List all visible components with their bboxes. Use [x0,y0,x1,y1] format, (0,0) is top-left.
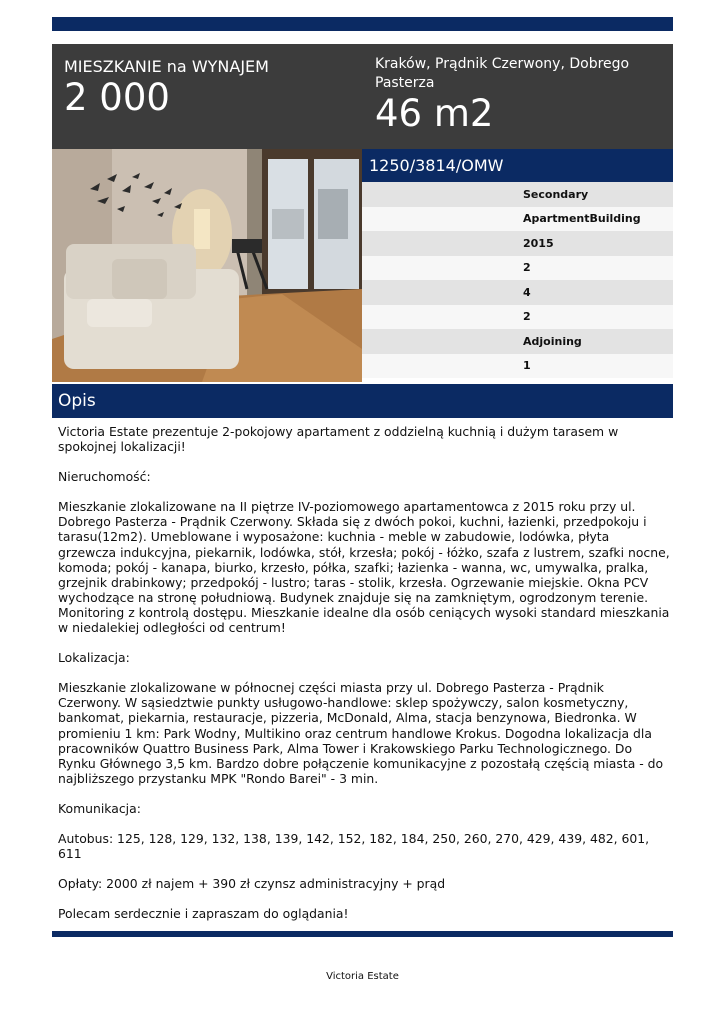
listing-header [52,44,673,149]
detail-value: 4 [523,285,531,299]
detail-value: Adjoining [523,334,582,348]
description-paragraph: Polecam serdecznie i zapraszam do oglądania! [58,906,349,922]
reference-number: 1250/3814/OMW [369,156,504,175]
detail-row [362,231,673,256]
detail-row [362,354,673,379]
location: Kraków, Prądnik Czerwony, Dobrego Pasterza [375,56,630,91]
footer-agency: Victoria Estate [326,971,399,982]
apartment-photo [52,149,362,382]
detail-row [362,329,673,354]
detail-value: 2 [523,310,531,324]
detail-row [362,182,673,207]
detail-row [362,305,673,330]
price: 2 000 [64,76,170,119]
detail-value: ApartmentBuilding [523,212,641,226]
description-paragraph: Victoria Estate prezentuje 2-pokojowy apartament z oddzielną kuchnią i dużym tarasem w spokojnej lokalizacji! [58,424,619,455]
detail-row [362,256,673,281]
description-paragraph: Lokalizacja: [58,650,130,666]
area: 46 m2 [375,92,494,135]
detail-value: 2 [523,261,531,275]
description-body [58,424,670,921]
detail-value: 1 [523,359,531,373]
detail-row [362,280,673,305]
description-paragraph: Autobus: 125, 128, 129, 132, 138, 139, 142, 152, 182, 184, 250, 260, 270, 429, 439, 482, 601, 611 [58,830,650,862]
description-paragraph: Komunikacja: [58,800,141,816]
description-paragraph: Mieszkanie zlokalizowane na II piętrze IV-poziomowego apartamentowca z 2015 roku przy ul. Dobrego Pasterza - Prądnik Czerwony. Składa się z dwóch pokoi, kuchni, łazienki, przedpokoju i tarasu(12m2). Umeblowane i wyposażone: kuchnia - meble w zabudowie, lodówka, płyta grzewcza indukcyjna, piekarnik, lodówka, stół, krzesła; pokój - łóżko, szafa z lustrem, szafki nocne, komoda; pokój - kanapa, biurko, krzesło, półka, szafki; łazienka - wanna, wc, umywalka, pralka, grzejnik drabinkowy; przedpokój - lustro; taras - stolik, krzesła. Ogrzewanie miejskie. Okna PCV wychodzące na stronę południową. Budynek znajduje się na zamkniętym, ogrodzonym terenie. Monitoring z kontrolą dostępu. Mieszkanie idealne dla osób ceniących wysoki standard mieszkania w niedalekiej odległości od centrum! [58,499,670,636]
detail-row [362,207,673,232]
detail-value: Secondary [523,187,589,201]
details-table [362,182,673,378]
reference-number-bar [362,149,673,182]
offer-type: MIESZKANIE na WYNAJEM [64,57,269,76]
detail-value: 2015 [523,236,554,250]
top-accent-bar [52,17,673,31]
description-paragraph: Nieruchomość: [58,469,151,485]
bottom-accent-bar [52,931,673,937]
description-paragraph: Opłaty: 2000 zł najem + 390 zł czynsz administracyjny + prąd [58,876,446,892]
description-paragraph: Mieszkanie zlokalizowane w północnej części miasta przy ul. Dobrego Pasterza - Prądnik Czerwony. W sąsiedztwie punkty usługowo-handlowe: sklep spożywczy, salon kosmetyczny, bankomat, piekarnia, restauracje, pizzeria, McDonald, Alma, stacja benzynowa, Biedronka. W promieniu 1 km: Park Wodny, Multikino oraz centrum handlowe Krokus. Dogodna lokalizacja dla pracowników Quattro Business Park, Alma Tower i Krakowskiego Parku Technologicznego. Do Rynku Głównego 3,5 km. Bardzo dobre połączenie komunikacyjne z pozostałą częścią miasta - do najbliższego przystanku MPK "Rondo Barei" - 3 min. [58,680,664,786]
description-heading-bar [52,384,673,418]
description-heading: Opis [58,391,96,411]
